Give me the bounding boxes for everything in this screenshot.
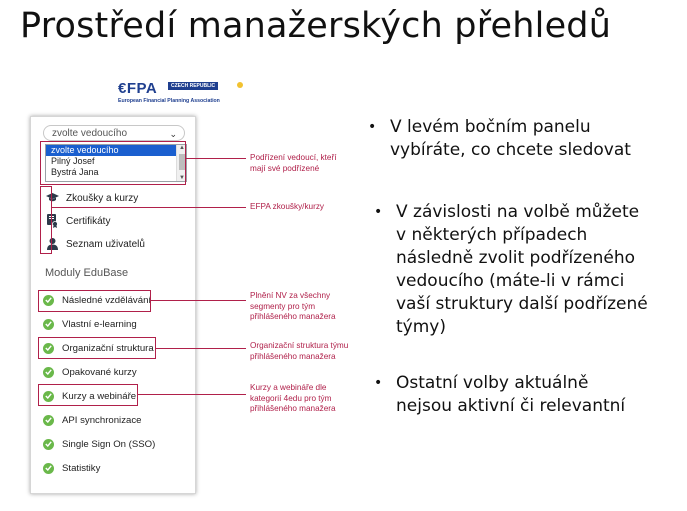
- connector-line: [156, 348, 246, 349]
- highlight-box-subordinates: [40, 141, 186, 185]
- sidebar-item-exams[interactable]: [45, 189, 138, 207]
- bullet-item: [374, 201, 648, 339]
- module-label: Opakované kurzy: [62, 366, 137, 378]
- efpa-logo: [118, 80, 243, 108]
- module-item-sso[interactable]: [43, 435, 155, 453]
- logo-dot-icon: [237, 82, 243, 88]
- bullet-item: [368, 116, 631, 162]
- module-label: Následné vzdělávání: [62, 294, 152, 306]
- check-circle-icon: [43, 415, 54, 426]
- highlight-box-courses-webinars: [38, 384, 138, 406]
- dropdown-option-selected[interactable]: zvolte vedoucího: [46, 145, 186, 156]
- connector-line: [52, 207, 246, 208]
- module-label: Kurzy a webináře: [62, 390, 137, 402]
- connector-line: [138, 394, 246, 395]
- chevron-down-icon[interactable]: ⌄: [169, 129, 177, 139]
- bullet-dot-icon: •: [368, 119, 377, 135]
- check-circle-icon: [43, 439, 54, 450]
- annotation-courses-webinars: Kurzy a webináře dle kategorií 4edu pro tým přihlášeného manažera: [250, 383, 336, 413]
- connector-line: [151, 300, 246, 301]
- manager-select[interactable]: [43, 125, 185, 141]
- module-label: Vlastní e-learning: [62, 318, 137, 330]
- dropdown-option[interactable]: Pilný Josef: [51, 156, 95, 166]
- sidebar-item-users[interactable]: [45, 235, 145, 253]
- module-label: Single Sign On (SSO): [62, 438, 156, 450]
- annotation-exams: EFPA zkoušky/kurzy: [250, 202, 325, 211]
- module-label: API synchronizace: [62, 414, 142, 426]
- module-label: Statistiky: [62, 462, 101, 474]
- check-circle-icon: [43, 367, 54, 378]
- module-label: Organizační struktura: [62, 342, 154, 354]
- bullet-text: V závislosti na volbě můžete v některých případech následně zvolit podřízeného vedoucího (máte-li v rámci vaší struktury další podřízené týmy): [396, 202, 648, 337]
- highlight-box-org-structure: [38, 337, 156, 359]
- module-item-repeated-courses[interactable]: [43, 363, 137, 381]
- annotation-org-structure: Organizační struktura týmu přihlášeného manažera: [250, 341, 349, 361]
- bullet-dot-icon: •: [374, 204, 383, 220]
- module-item-own-elearning[interactable]: [43, 315, 137, 333]
- bullet-dot-icon: •: [374, 375, 383, 391]
- sidebar-item-label: Seznam uživatelů: [66, 238, 145, 250]
- sidebar-item-label: Zkoušky a kurzy: [66, 192, 139, 204]
- bullet-text: Ostatní volby aktuálně nejsou aktivní či relevantní: [396, 373, 626, 416]
- dropdown-option[interactable]: Bystrá Jana: [51, 167, 99, 177]
- manager-select-value: zvolte vedoucího: [52, 128, 128, 139]
- module-item-api-sync[interactable]: [43, 411, 141, 429]
- sidebar-item-certificates[interactable]: [45, 212, 110, 230]
- modules-heading: Moduly EduBase: [45, 267, 129, 279]
- logo-wordmark: €FPA: [118, 80, 158, 97]
- bullet-text: V levém bočním panelu vybíráte, co chcete sledovat: [390, 117, 631, 160]
- annotation-continuing-education: Plnění NV za všechny segmenty pro tým přihlášeného manažera: [250, 291, 336, 321]
- bullet-item: [374, 372, 625, 418]
- check-circle-icon: [43, 463, 54, 474]
- highlight-box-continuing-education: [38, 290, 151, 312]
- scroll-up-icon[interactable]: ▲: [179, 145, 185, 151]
- highlight-box-exams: [40, 186, 52, 254]
- logo-subtitle: European Financial Planning Association: [118, 98, 220, 104]
- connector-line: [186, 158, 246, 159]
- module-item-statistics[interactable]: [43, 459, 100, 477]
- slide-title: Prostředí manažerských přehledů: [20, 6, 612, 46]
- scroll-down-icon[interactable]: ▼: [179, 175, 185, 181]
- logo-badge: CZECH REPUBLIC: [168, 82, 218, 90]
- annotation-subordinates: Podřízení vedoucí, kteří mají své podřízené: [250, 153, 337, 173]
- check-circle-icon: [43, 319, 54, 330]
- sidebar-item-label: Certifikáty: [66, 215, 111, 227]
